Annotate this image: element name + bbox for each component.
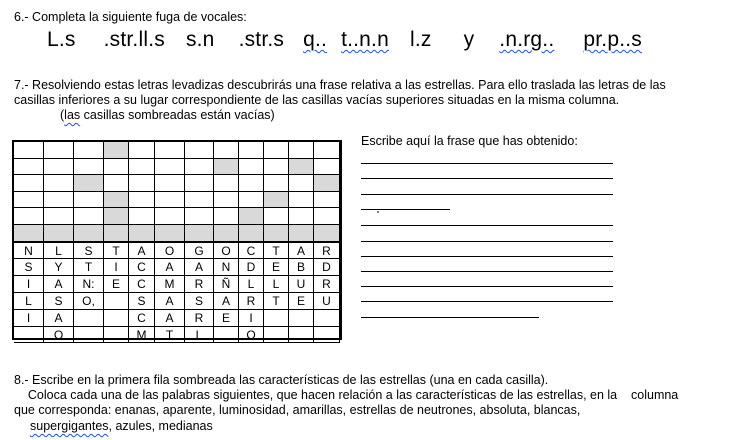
- grid-top-cell[interactable]: [314, 192, 340, 209]
- grid-top-cell[interactable]: [289, 208, 314, 225]
- q8-line4-rest: , azules, medianas: [108, 419, 213, 433]
- grid-letter-cell: O: [44, 327, 74, 344]
- grid-letter-cell: U: [314, 293, 340, 310]
- grid-top-cell[interactable]: [185, 142, 214, 159]
- grid-top-cell[interactable]: [74, 208, 104, 225]
- grid-top-cell[interactable]: [74, 175, 104, 192]
- grid-letter-cell: A: [129, 243, 155, 260]
- grid-letter-cell: O: [155, 243, 185, 260]
- answer-line[interactable]: [361, 271, 613, 272]
- q8-instructions-line1: 8.- Escribe en la primera fila sombreada las características de las estrellas (una en cada casilla).: [14, 373, 549, 387]
- vowel-word: L.s: [47, 28, 76, 51]
- grid-top-cell[interactable]: [104, 225, 129, 242]
- grid-top-cell[interactable]: [155, 192, 185, 209]
- grid-letter-cell: M: [155, 276, 185, 293]
- grid-letter-cell: A: [155, 259, 185, 276]
- grid-top-cell[interactable]: [155, 159, 185, 176]
- grid-letter-cell: L: [239, 276, 264, 293]
- grid-top-cell[interactable]: [239, 192, 264, 209]
- grid-letter-cell: U: [289, 276, 314, 293]
- grid-top-cell[interactable]: [239, 159, 264, 176]
- grid-top-cell[interactable]: [264, 159, 289, 176]
- grid-top-cell[interactable]: [104, 208, 129, 225]
- answer-line[interactable]: [361, 209, 450, 210]
- vowel-fugue-words: [47, 28, 642, 52]
- grid-top-cell[interactable]: [129, 142, 155, 159]
- grid-letter-cell: Y: [44, 259, 74, 276]
- grid-letter-cell: A: [289, 243, 314, 260]
- grid-top-cell[interactable]: [214, 208, 239, 225]
- grid-top-cell[interactable]: [104, 192, 129, 209]
- answer-line[interactable]: [361, 241, 613, 242]
- grid-top-cell[interactable]: [44, 225, 74, 242]
- grid-letter-cell: N: [14, 243, 44, 260]
- grid-top-cell[interactable]: [239, 175, 264, 192]
- q8-instructions-line3: que corresponda: enanas, aparente, luminosidad, amarillas, estrellas de neutrones, absoluta, blancas,: [14, 403, 581, 417]
- grid-top-cell[interactable]: [264, 175, 289, 192]
- grid-top-cell[interactable]: [185, 159, 214, 176]
- grid-top-cell[interactable]: [314, 225, 340, 242]
- grid-top-cell[interactable]: [314, 208, 340, 225]
- grid-letter-cell: E: [289, 293, 314, 310]
- grid-letter-cell: D: [239, 259, 264, 276]
- grid-top-cell[interactable]: [155, 142, 185, 159]
- grid-top-cell[interactable]: [129, 175, 155, 192]
- answer-label: Escribe aquí la frase que has obtenido:: [361, 134, 578, 148]
- grid-letter-cell: [314, 327, 340, 344]
- grid-letter-cell: I: [239, 310, 264, 327]
- grid-letter-cell: A: [155, 310, 185, 327]
- answer-line[interactable]: [361, 256, 613, 257]
- grid-letter-cell: [14, 327, 44, 344]
- grid-letter-cell: C: [239, 243, 264, 260]
- grid-letter-cell: T: [155, 327, 185, 344]
- vowel-word: l.z: [409, 28, 432, 51]
- grid-top-cell[interactable]: [289, 225, 314, 242]
- grid-letter-cell: C: [129, 310, 155, 327]
- grid-top-cell[interactable]: [185, 225, 214, 242]
- grid-top-cell[interactable]: [185, 175, 214, 192]
- grid-top-cell[interactable]: [214, 159, 239, 176]
- grid-letter-cell: Ñ: [214, 276, 239, 293]
- grid-top-cell[interactable]: [74, 225, 104, 242]
- grid-top-cell[interactable]: [214, 175, 239, 192]
- grid-top-cell[interactable]: [289, 175, 314, 192]
- q8-word-supergigantes: supergigantes: [30, 419, 109, 433]
- grid-letter-cell: T: [264, 243, 289, 260]
- grid-top-cell[interactable]: [44, 175, 74, 192]
- grid-top-cell[interactable]: [214, 142, 239, 159]
- grid-top-cell[interactable]: [129, 225, 155, 242]
- grid-letter-cell: I: [104, 259, 129, 276]
- q8-instructions-line4: [30, 419, 213, 434]
- grid-letter-cell: C: [129, 276, 155, 293]
- grid-top-cell[interactable]: [44, 208, 74, 225]
- grid-letter-cell: I: [14, 310, 44, 327]
- grid-letter-cell: L: [264, 276, 289, 293]
- grid-letter-cell: B: [289, 259, 314, 276]
- grid-top-cell[interactable]: [129, 192, 155, 209]
- grid-letter-cell: C: [129, 259, 155, 276]
- grid-letter-cell: [74, 310, 104, 327]
- grid-top-cell[interactable]: [44, 192, 74, 209]
- grid-top-cell[interactable]: [264, 225, 289, 242]
- grid-top-cell[interactable]: [74, 192, 104, 209]
- grid-letter-cell: [264, 310, 289, 327]
- grid-letter-cell: R: [239, 293, 264, 310]
- grid-letter-cell: L: [185, 327, 214, 344]
- letter-grid: [12, 140, 342, 340]
- grid-top-cell[interactable]: [155, 225, 185, 242]
- answer-line[interactable]: [361, 225, 613, 226]
- vowel-word: .str.s: [238, 28, 285, 51]
- grid-letter-cell: [104, 293, 129, 310]
- grid-letter-cell: S: [74, 243, 104, 260]
- q7-note-word: las: [64, 108, 81, 122]
- q7-instructions-line2: casillas inferiores a su lugar correspondiente de las casillas vacías superiores situadas en la misma columna.: [14, 93, 620, 107]
- grid-top-cell[interactable]: [14, 208, 44, 225]
- grid-letter-cell: A: [185, 259, 214, 276]
- grid-letter-cell: [104, 310, 129, 327]
- answer-line[interactable]: [361, 163, 613, 164]
- grid-top-cell[interactable]: [264, 142, 289, 159]
- grid-top-cell[interactable]: [14, 175, 44, 192]
- q7-note-rest: casillas sombreadas están vacías): [80, 108, 275, 122]
- grid-letter-cell: T: [74, 259, 104, 276]
- grid-top-cell[interactable]: [239, 142, 264, 159]
- grid-letter-cell: N: [214, 259, 239, 276]
- grid-top-cell[interactable]: [214, 192, 239, 209]
- answer-line[interactable]: [361, 286, 613, 287]
- grid-letter-cell: M: [129, 327, 155, 344]
- grid-letter-cell: T: [264, 293, 289, 310]
- grid-letter-cell: R: [185, 276, 214, 293]
- grid-top-cell[interactable]: [44, 159, 74, 176]
- grid-top-cell[interactable]: [14, 192, 44, 209]
- grid-letter-cell: [289, 310, 314, 327]
- grid-letter-cell: I: [14, 276, 44, 293]
- grid-letter-cell: S: [129, 293, 155, 310]
- grid-top-cell[interactable]: [155, 208, 185, 225]
- grid-top-cell[interactable]: [14, 225, 44, 242]
- grid-top-cell[interactable]: [314, 142, 340, 159]
- grid-letter-cell: [74, 327, 104, 344]
- grid-top-cell[interactable]: [129, 159, 155, 176]
- ink-dot: [377, 211, 379, 213]
- grid-top-cell[interactable]: [289, 192, 314, 209]
- grid-top-cell[interactable]: [185, 192, 214, 209]
- grid-letter-cell: [314, 310, 340, 327]
- grid-letter-cell: [264, 327, 289, 344]
- grid-letter-cell: E: [264, 259, 289, 276]
- grid-letter-cell: S: [14, 259, 44, 276]
- vowel-word: .n.rg..: [499, 28, 555, 51]
- grid-top-cell[interactable]: [185, 208, 214, 225]
- q8-instructions-line2: Coloca cada una de las palabras siguientes, que hacen relación a las características de las estrellas, en la columna: [14, 388, 679, 402]
- grid-letter-cell: N:: [74, 276, 104, 293]
- grid-top-cell[interactable]: [289, 159, 314, 176]
- grid-top-cell[interactable]: [155, 175, 185, 192]
- grid-letter-cell: A: [44, 276, 74, 293]
- q7-instructions-line1: 7.- Resolviendo estas letras levadizas descubrirás una frase relativa a las estrellas. Para ello traslada las letras de las: [14, 78, 666, 92]
- grid-top-cell[interactable]: [314, 159, 340, 176]
- vowel-word: .str.ll.s: [103, 28, 165, 51]
- grid-top-cell[interactable]: [239, 225, 264, 242]
- grid-letter-cell: G: [185, 243, 214, 260]
- grid-top-cell[interactable]: [289, 142, 314, 159]
- grid-top-cell[interactable]: [129, 208, 155, 225]
- grid-divider: [14, 241, 340, 243]
- grid-top-cell[interactable]: [104, 175, 129, 192]
- vowel-word: s.n: [185, 28, 215, 51]
- grid-letter-cell: S: [44, 293, 74, 310]
- grid-letter-cell: R: [185, 310, 214, 327]
- answer-line[interactable]: [361, 317, 539, 318]
- grid-letter-cell: A: [214, 293, 239, 310]
- vowel-word: t..n.n: [341, 28, 389, 51]
- q7-note-paren: (: [60, 108, 65, 122]
- grid-top-cell[interactable]: [104, 142, 129, 159]
- grid-letter-cell: T: [104, 243, 129, 260]
- grid-top-cell[interactable]: [14, 142, 44, 159]
- grid-letter-cell: E: [104, 276, 129, 293]
- grid-top-cell[interactable]: [214, 225, 239, 242]
- vowel-word: y: [463, 28, 475, 51]
- grid-letter-cell: D: [314, 259, 340, 276]
- grid-top-cell[interactable]: [314, 175, 340, 192]
- grid-letter-cell: O: [214, 243, 239, 260]
- grid-letter-cell: R: [314, 276, 340, 293]
- grid-letter-cell: [289, 327, 314, 344]
- grid-letter-cell: [104, 327, 129, 344]
- grid-letter-cell: L: [44, 243, 74, 260]
- grid-letter-cell: A: [155, 293, 185, 310]
- grid-top-cell[interactable]: [239, 208, 264, 225]
- grid-letter-cell: L: [14, 293, 44, 310]
- grid-letter-cell: [214, 327, 239, 344]
- grid-letter-cell: A: [44, 310, 74, 327]
- q6-title: 6.- Completa la siguiente fuga de vocales:: [14, 10, 247, 24]
- grid-letter-cell: O: [239, 327, 264, 344]
- vowel-word: pr.p..s: [583, 28, 642, 51]
- grid-top-cell[interactable]: [264, 192, 289, 209]
- grid-top-cell[interactable]: [74, 142, 104, 159]
- grid-top-cell[interactable]: [44, 142, 74, 159]
- vowel-word: q..: [303, 28, 328, 51]
- answer-line[interactable]: [361, 194, 613, 195]
- q7-note: [60, 108, 275, 123]
- answer-line[interactable]: [361, 178, 613, 179]
- grid-top-cell[interactable]: [74, 159, 104, 176]
- grid-letter-cell: S: [185, 293, 214, 310]
- grid-letter-cell: E: [214, 310, 239, 327]
- grid-letter-cell: O,: [74, 293, 104, 310]
- grid-top-cell[interactable]: [264, 208, 289, 225]
- grid-top-cell[interactable]: [14, 159, 44, 176]
- answer-line[interactable]: [361, 301, 613, 302]
- grid-top-cell[interactable]: [104, 159, 129, 176]
- grid-letter-cell: R: [314, 243, 340, 260]
